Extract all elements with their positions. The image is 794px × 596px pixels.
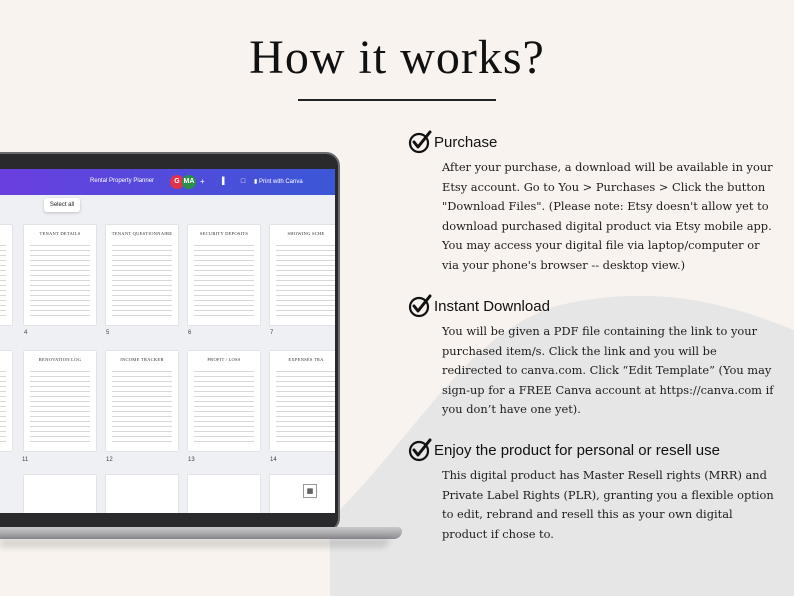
page-number: 12 — [106, 457, 113, 463]
page-heading: TENANT QUESTIONNAIRE — [111, 231, 173, 236]
section-body: You will be given a PDF file containing the link to your purchased item/s. Click the link and you will be redirected to canva.com. Click “Edit Template” (You may sign-up for a FREE Canva account at https://canva.com if you don’t have one yet). — [442, 324, 774, 416]
checkbox-check-icon — [408, 130, 432, 154]
checkbox-check-icon — [408, 294, 432, 318]
canva-topbar — [0, 169, 335, 195]
page-thumbnail[interactable] — [188, 225, 260, 325]
add-collaborator-icon[interactable]: + — [200, 177, 205, 186]
page-thumbnail[interactable] — [270, 225, 335, 325]
section-body: This digital product has Master Resell rights (MRR) and Private Label Rights (PLR), granting you a flexible option to edit, rebrand and resell this as your own digital product if chose to. — [442, 468, 774, 541]
select-all-button[interactable]: Select all — [44, 198, 80, 212]
title-divider — [298, 99, 496, 101]
page-heading: PROFIT / LOSS — [207, 357, 241, 362]
page-thumbnail-partial[interactable] — [106, 475, 178, 513]
page-heading: SHOWING SCHE — [287, 231, 325, 236]
page-number: 13 — [188, 457, 195, 463]
print-label: Print with Canva — [258, 179, 303, 185]
page-thumbnail-partial[interactable] — [24, 475, 96, 513]
checkbox-check-icon — [408, 438, 432, 462]
section-purchase — [408, 130, 778, 275]
comment-icon[interactable]: □ — [240, 178, 246, 185]
page-thumbnail[interactable] — [270, 351, 335, 451]
page-thumbnail-partial[interactable] — [188, 475, 260, 513]
page-thumbnail[interactable] — [24, 351, 96, 451]
page-title: How it works? — [249, 31, 545, 84]
page-number: 14 — [270, 457, 277, 463]
section-body: After your purchase, a download will be available in your Etsy account. Go to You > Purchases > Click the button "Download Files". (Please note: Etsy doesn't allow yet to download purchased digital product via Etsy mobile app. You may access your digital file via laptop/computer or via your phone's browser -- desktop view.) — [442, 160, 773, 272]
print-with-canva-button[interactable] — [254, 175, 320, 189]
page-number: 7 — [270, 330, 274, 336]
insights-icon[interactable]: ▐ — [219, 178, 225, 185]
page-thumbnail-partial[interactable] — [0, 225, 12, 325]
page-number: 4 — [24, 330, 28, 336]
avatar-g[interactable]: G — [170, 175, 184, 189]
document-title[interactable]: Rental Property Planner — [90, 178, 155, 184]
laptop-screen — [0, 169, 335, 513]
truck-icon: ▮ — [254, 179, 258, 185]
page-thumbnail[interactable] — [106, 351, 178, 451]
section-title: Purchase — [434, 133, 498, 151]
page-heading: RENOVATION LOG — [38, 357, 82, 362]
page-number: 5 — [106, 330, 110, 336]
page-heading: TENANT DETAILS — [39, 231, 81, 236]
page-thumbnail[interactable] — [24, 225, 96, 325]
page-heading: SECURITY DEPOSITS — [199, 231, 249, 236]
page-thumbnail[interactable] — [106, 225, 178, 325]
page-thumbnail-partial[interactable] — [0, 351, 12, 451]
page-number: 11 — [22, 457, 29, 463]
page-heading: EXPENSES TRA — [288, 357, 324, 362]
section-title: Instant Download — [434, 297, 550, 315]
page-thumbnail[interactable] — [188, 351, 260, 451]
section-instant-download — [408, 294, 778, 420]
page-heading: INCOME TRACKER — [120, 357, 164, 362]
section-enjoy-product — [408, 438, 778, 544]
grid-view-icon[interactable]: ▦ — [303, 484, 317, 498]
section-title: Enjoy the product for personal or resell use — [434, 441, 720, 459]
page-number: 6 — [188, 330, 192, 336]
laptop-shadow — [0, 538, 390, 548]
avatar-ma[interactable]: MA — [182, 175, 196, 189]
